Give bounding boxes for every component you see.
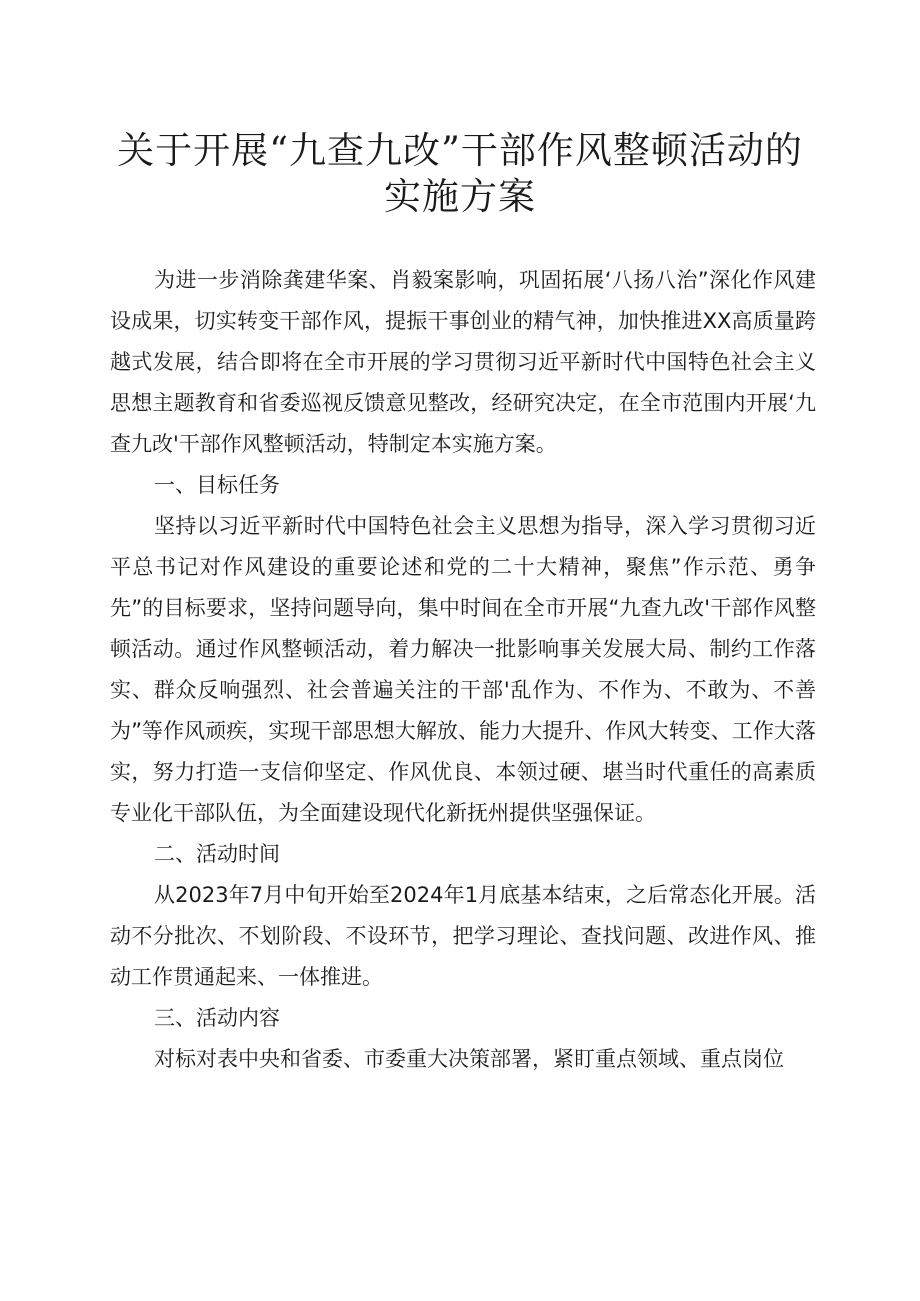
document-title: 关于开展“九查九改”干部作风整顿活动的实施方案: [117, 129, 803, 218]
section-heading-content: 三、活动内容: [154, 1006, 280, 1030]
goals-paragraph: 坚持以习近平新时代中国特色社会主义思想为指导，深入学习贯彻习近平总书记对作风建设的重要论述和党的二十大精神，聚焦”作示范、勇争先”的目标要求，坚持问题导向，集中时间在全市开展“九查九改'干部作风整顿活动。通过作风整顿活动，着力解决一批影响事关发展大局、制约工作落实、群众反响强烈、社会普遍关注的干部'乱作为、不作为、不敢为、不善为”等作风顽疾，实现干部思想大解放、能力大提升、作风大转变、工作大落实，努力打造一支信仰坚定、作风优良、本领过硬、堪当时代重任的高素质专业化干部队伍，为全面建设现代化新抚州提供坚强保证。: [110, 514, 816, 825]
section-heading-time: 二、活动时间: [154, 842, 280, 866]
intro-paragraph: 为进一步消除龚建华案、肖毅案影响，巩固拓展‘八扬八治”深化作风建设成果，切实转变干部作风，提振干事创业的精气神，加快推进XX高质量跨越式发展，结合即将在全市开展的学习贯彻习近平新时代中国特色社会主义思想主题教育和省委巡视反馈意见整改，经研究决定，在全市范围内开展‘九查九改'干部作风整顿活动，特制定本实施方案。: [110, 268, 816, 456]
section-heading-goals: 一、目标任务: [154, 473, 280, 497]
content-paragraph: 对标对表中央和省委、市委重大决策部署，紧盯重点领域、重点岗位: [154, 1047, 784, 1071]
document-body: [110, 260, 816, 1080]
time-paragraph: 从2023年7月中旬开始至2024年1月底基本结束，之后常态化开展。活动不分批次、不划阶段、不设环节，把学习理论、查找问题、改进作风、推动工作贯通起来、一体推进。: [110, 883, 816, 989]
